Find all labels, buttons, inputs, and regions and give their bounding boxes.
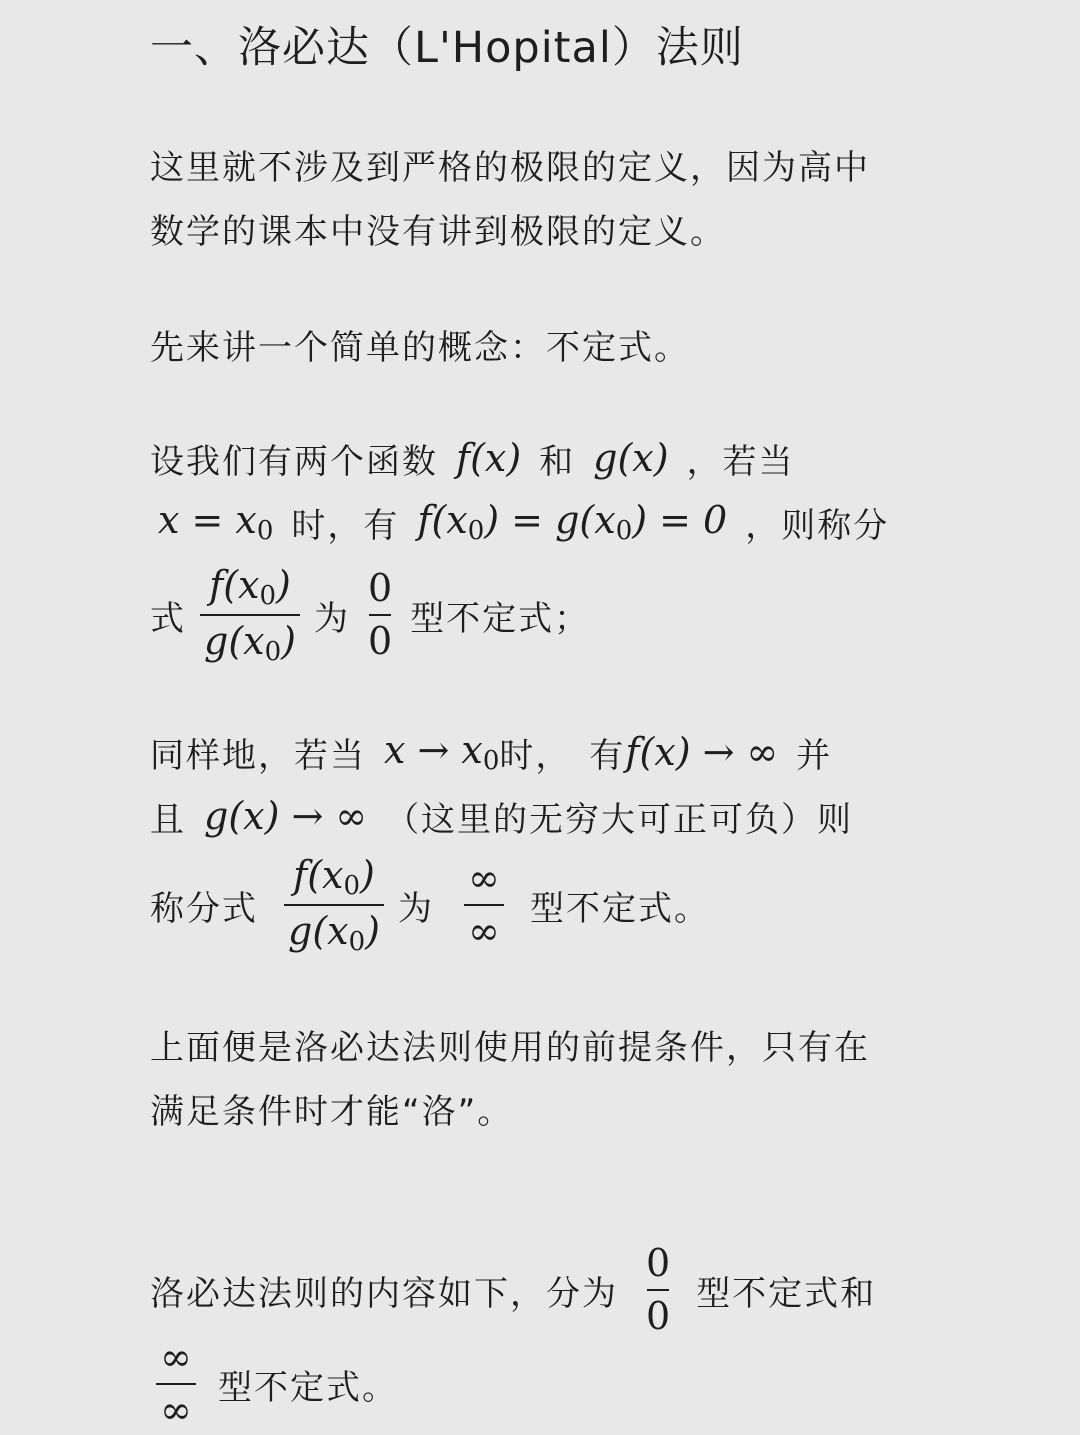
text: 型不定式和: [696, 1273, 877, 1314]
text: 型不定式。: [529, 888, 710, 929]
text: 称分式: [150, 888, 258, 929]
fraction-zero-over-zero: $\frac{0}{0}$: [367, 565, 393, 663]
section-heading: 一、洛必达（L'Hopital）法则: [150, 23, 744, 73]
paragraph-3-line-3: [150, 560, 590, 670]
fraction-inf-over-inf: $\frac{\infty}{\infty}$: [464, 855, 504, 956]
paragraph-4-line-3: [150, 850, 710, 960]
paragraph-6-line-2: [156, 1334, 398, 1434]
paragraph-3-line-2: [158, 490, 889, 554]
fraction-zero-over-zero: $\frac{0}{0}$: [646, 1240, 671, 1338]
text: 和: [539, 441, 576, 482]
text: 并: [796, 735, 833, 776]
text: 且: [150, 799, 186, 840]
paragraph-3-line-1: [150, 426, 795, 490]
text: 为: [313, 598, 350, 639]
text: 洛必达法则的内容如下，分为: [150, 1273, 618, 1314]
math-condition: $f(x_0) = g(x_0) = 0$: [417, 498, 728, 546]
text: 型不定式；: [410, 598, 591, 639]
paragraph-1-line-2: 数学的课本中没有讲到极限的定义。: [150, 211, 726, 252]
math-g-x: g(x): [593, 436, 669, 480]
text: ，则称分: [745, 505, 890, 546]
math-f-x: f(x): [456, 436, 522, 480]
text: 时，有: [291, 505, 400, 546]
fraction-f-over-g: $\frac{f(x_0)}{g(x_0)}$: [284, 852, 384, 959]
text: ，若当: [686, 441, 795, 482]
paragraph-4-line-2: [150, 784, 853, 848]
text: 型不定式。: [218, 1367, 398, 1408]
text: （这里的无穷大可正可负）则: [385, 799, 854, 840]
paragraph-5-line-1: 上面便是洛必达法则使用的前提条件，只有在: [150, 1027, 870, 1068]
paragraph-5-line-2: 满足条件时才能“洛”。: [150, 1091, 514, 1132]
paragraph-1-line-1: 这里就不涉及到严格的极限的定义，因为高中: [150, 147, 870, 188]
fraction-f-over-g: $\frac{f(x_0)}{g(x_0)}$: [200, 562, 300, 669]
text: 为: [397, 888, 434, 929]
text: 设我们有两个函数: [150, 441, 438, 482]
fraction-inf-over-inf: $\frac{\infty}{\infty}$: [156, 1334, 196, 1435]
math-x-eq: $x = x_0$: [158, 498, 274, 546]
math-x-to-x0: $x \to x_0$: [384, 728, 500, 776]
paragraph-2: 先来讲一个简单的概念：不定式。: [150, 327, 690, 368]
text: 同样地，若当: [150, 735, 366, 776]
paragraph-4-line-1: [150, 720, 832, 784]
math-g-to-inf: g(x) → ∞: [204, 794, 368, 838]
text: 有: [589, 735, 626, 776]
text: 时，: [499, 735, 572, 776]
math-f-to-inf: f(x) → ∞: [625, 730, 779, 774]
text: 式: [150, 598, 186, 639]
paragraph-6-line-1: [150, 1240, 876, 1340]
